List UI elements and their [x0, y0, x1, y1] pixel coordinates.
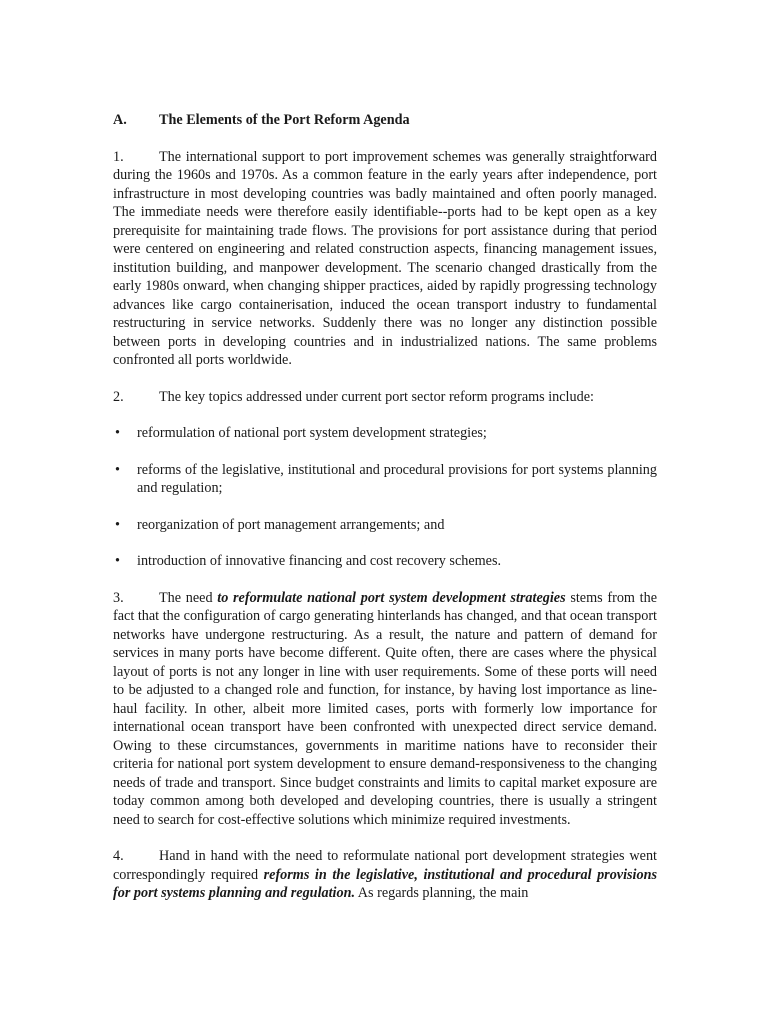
list-item [113, 516, 657, 535]
list-item [113, 461, 657, 498]
emphasized-phrase: reforms in the legislative, institutional and procedural provisions for port systems planning and regulation. [113, 866, 658, 901]
bullet-icon: • [115, 425, 120, 441]
list-item-text: reforms of the legislative, institutional and procedural provisions for port systems planning and regulation; [137, 461, 657, 496]
section-letter: A. [113, 112, 127, 128]
list-item-text: reorganization of port management arrangements; and [137, 516, 445, 533]
emphasized-phrase: to reformulate national port system development strategies [217, 589, 566, 606]
paragraph-number: 1. [113, 148, 124, 165]
list-item-text: reformulation of national port system development strategies; [137, 425, 487, 441]
bullet-icon: • [115, 516, 120, 533]
paragraph-2 [113, 388, 657, 407]
paragraph-number: 2. [113, 388, 124, 405]
paragraph-lead: The need [159, 589, 218, 606]
document-page [113, 111, 657, 921]
paragraph-number: 3. [113, 589, 124, 606]
paragraph-3 [113, 589, 657, 830]
section-title: The Elements of the Port Reform Agenda [159, 112, 410, 128]
paragraph-text: The key topics addressed under current port sector reform programs include: [159, 388, 594, 405]
list-item [113, 552, 657, 571]
paragraph-lead: Hand in hand with the need to reformulate national port development strategies went correspondingly required [113, 848, 657, 883]
paragraph-text: As regards planning, the main [355, 885, 529, 901]
paragraph-text: The international support to port improvement schemes was generally straightforward during the 1960s and 1970s. As a common feature in the early years after independence, port infrastructure in most developing countries was badly maintained and often poorly managed. The immediate needs were therefore easily identifiable--ports had to be kept open as a key prerequisite for maintaining trade flows. The provisions for port assistance during that period were centered on engineering and related construction aspects, financing management issues, institution building, and manpower development. The scenario changed drastically from the early 1980s onward, when changing shipper practices, aided by rapidly progressing technology advances like cargo containerisation, induced the ocean transport industry to fundamental restructuring in service networks. Suddenly there was no longer any distinction possible between ports in developing countries and in industrialized nations. The same problems confronted all ports worldwide. [113, 148, 657, 368]
bullet-icon: • [115, 553, 120, 569]
bullet-icon: • [115, 461, 120, 478]
list-item-text: introduction of innovative financing and cost recovery schemes. [137, 553, 502, 569]
paragraph-text: stems from the fact that the configuration of cargo generating hinterlands has changed, and that ocean transport networks have undergone restructuring. As a result, the nature and pattern of demand for services in many ports have become different. Quite often, there are cases where the physical layout of ports is not any longer in line with user requirements. Some of these ports will need to be adjusted to a changed role and function, for instance, by having lost importance as line-haul facility. In other, albeit more limited cases, ports with formerly low importance for international ocean transport have been confronted with unexpected direct service demand. Owing to these circumstances, governments in maritime nations have to reconsider their criteria for national port system development to ensure demand-responsiveness to the changing needs of trade and transport. Since budget constraints and limits to capital market exposure are today common among both developed and developing countries, there is usually a stringent need to search for cost-effective solutions which minimize required investments. [113, 589, 657, 828]
reform-topics-list [113, 424, 657, 571]
paragraph-1 [113, 148, 657, 370]
list-item [113, 424, 657, 443]
paragraph-number: 4. [113, 848, 124, 864]
paragraph-4 [113, 847, 657, 903]
section-heading [113, 111, 657, 130]
